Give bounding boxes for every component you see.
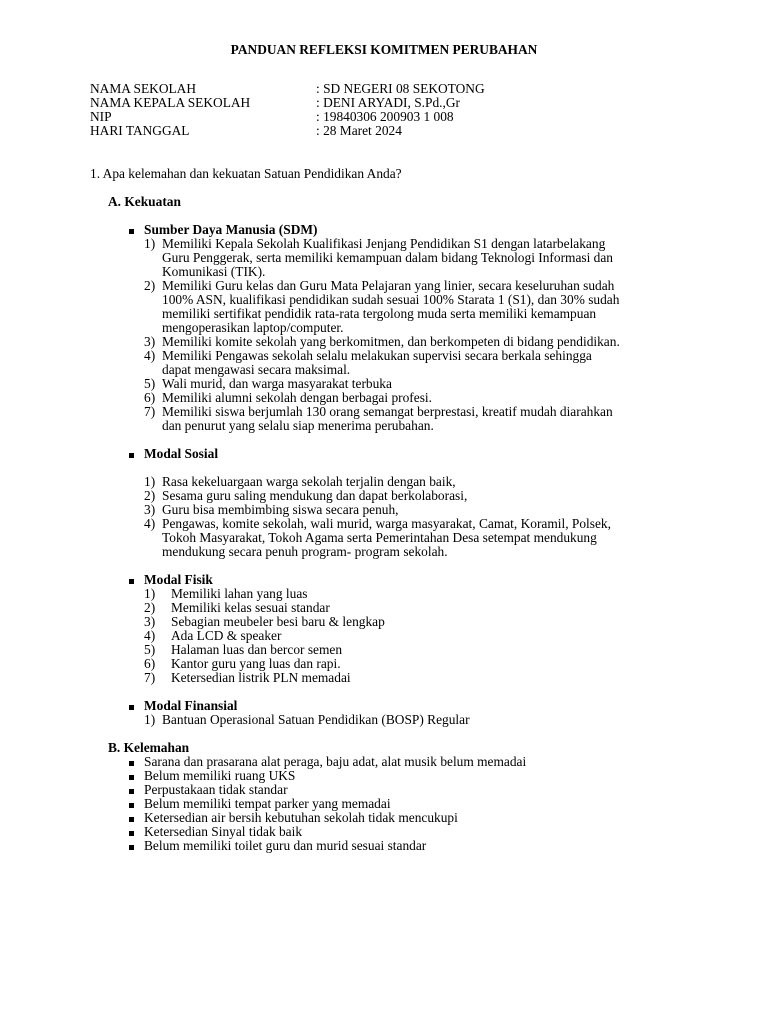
square-bullet-icon [129, 453, 134, 458]
info-label-principal: NAMA KEPALA SEKOLAH [90, 95, 251, 110]
square-bullet-icon [129, 789, 134, 794]
list-item-line: Tokoh Masyarakat, Tokoh Agama serta Pemerintahan Desa setempat mendukung [162, 530, 597, 545]
square-bullet-icon [129, 229, 134, 234]
list-item-line: Guru Penggerak, serta memiliki kemampuan dalam bidang Teknologi Informasi dan [162, 250, 614, 265]
list-item-line: Komunikasi (TIK). [162, 264, 266, 279]
list-item-line: Sebagian meubeler besi baru & lengkap [171, 614, 385, 629]
info-label-date: HARI TANGGAL [90, 123, 190, 138]
list-number: 4) [144, 628, 156, 643]
list-item-line: Pengawas, komite sekolah, wali murid, warga masyarakat, Camat, Koramil, Polsek, [162, 516, 611, 531]
weakness-item: Belum memiliki toilet guru dan murid sesuai standar [144, 838, 427, 853]
info-label-school: NAMA SEKOLAH [90, 81, 197, 96]
list-item-line: Guru bisa membimbing siswa secara penuh, [162, 502, 399, 517]
list-number: 1) [144, 712, 156, 727]
list-item-line: mendukung secara penuh program- program sekolah. [162, 544, 448, 559]
list-number: 3) [144, 334, 156, 349]
info-value-principal: : DENI ARYADI, S.Pd.,Gr [316, 95, 460, 110]
list-number: 5) [144, 642, 156, 657]
list-item-line: dan penurut yang selalu siap menerima perubahan. [162, 418, 434, 433]
list-number: 2) [144, 488, 156, 503]
list-item-line: Halaman luas dan bercor semen [171, 642, 343, 657]
info-value-school: : SD NEGERI 08 SEKOTONG [316, 81, 485, 96]
list-number: 7) [144, 404, 156, 419]
list-item-line: Memiliki alumni sekolah dengan berbagai profesi. [162, 390, 432, 405]
info-label-nip: NIP [90, 109, 112, 124]
list-item-line: 100% ASN, kualifikasi pendidikan sudah sesuai 100% Starata 1 (S1), dan 30% sudah [162, 292, 620, 307]
square-bullet-icon [129, 761, 134, 766]
list-item-line: Wali murid, dan warga masyarakat terbuka [162, 376, 392, 391]
square-bullet-icon [129, 775, 134, 780]
list-number: 3) [144, 502, 156, 517]
list-item-line: Memiliki komite sekolah yang berkomitmen, dan berkompeten di bidang pendidikan. [162, 334, 620, 349]
list-item-line: Memiliki Pengawas sekolah selalu melakukan supervisi secara berkala sehingga [162, 348, 592, 363]
weakness-item: Sarana dan prasarana alat peraga, baju adat, alat musik belum memadai [144, 754, 527, 769]
list-item-line: Memiliki Kepala Sekolah Kualifikasi Jenjang Pendidikan S1 dengan latarbelakang [162, 236, 606, 251]
weakness-item: Belum memiliki tempat parker yang memadai [144, 796, 391, 811]
square-bullet-icon [129, 831, 134, 836]
weakness-item: Ketersedian Sinyal tidak baik [144, 824, 303, 839]
document-title: PANDUAN REFLEKSI KOMITMEN PERUBAHAN [230, 42, 538, 57]
list-number: 1) [144, 586, 156, 601]
square-bullet-icon [129, 845, 134, 850]
weakness-item: Belum memiliki ruang UKS [144, 768, 296, 783]
square-bullet-icon [129, 579, 134, 584]
list-number: 2) [144, 278, 156, 293]
list-number: 4) [144, 348, 156, 363]
list-item-line: Bantuan Operasional Satuan Pendidikan (BOSP) Regular [162, 712, 470, 727]
list-number: 1) [144, 236, 156, 251]
subheading-sdm: Sumber Daya Manusia (SDM) [144, 222, 318, 237]
list-number: 1) [144, 474, 156, 489]
section-heading-kekuatan: A. Kekuatan [108, 194, 181, 209]
list-number: 7) [144, 670, 156, 685]
list-item-line: mengoperasikan laptop/computer. [162, 320, 344, 335]
list-item-line: Sesama guru saling mendukung dan dapat berkolaborasi, [162, 488, 468, 503]
info-value-date: : 28 Maret 2024 [316, 123, 402, 138]
list-number: 6) [144, 390, 156, 405]
list-item-line: Memiliki Guru kelas dan Guru Mata Pelajaran yang linier, secara keseluruhan sudah [162, 278, 615, 293]
list-item-line: Ada LCD & speaker [171, 628, 282, 643]
subheading-modal-fisik: Modal Fisik [144, 572, 213, 587]
question-text: 1. Apa kelemahan dan kekuatan Satuan Pendidikan Anda? [90, 166, 402, 181]
list-item-line: Rasa kekeluargaan warga sekolah terjalin dengan baik, [162, 474, 456, 489]
list-number: 3) [144, 614, 156, 629]
list-number: 4) [144, 516, 156, 531]
list-item-line: dapat mengawasi secara maksimal. [162, 362, 351, 377]
info-value-nip: : 19840306 200903 1 008 [316, 109, 454, 124]
list-number: 6) [144, 656, 156, 671]
list-number: 2) [144, 600, 156, 615]
list-item-line: memiliki sertifikat pendidik rata-rata tergolong muda serta memiliki kemampuan [162, 306, 597, 321]
square-bullet-icon [129, 817, 134, 822]
weakness-item: Ketersedian air bersih kebutuhan sekolah tidak mencukupi [144, 810, 458, 825]
square-bullet-icon [129, 705, 134, 710]
list-item-line: Memiliki lahan yang luas [171, 586, 308, 601]
list-item-line: Memiliki kelas sesuai standar [171, 600, 330, 615]
subheading-modal-sosial: Modal Sosial [144, 446, 219, 461]
subheading-modal-finansial: Modal Finansial [144, 698, 238, 713]
list-number: 5) [144, 376, 156, 391]
section-heading-kelemahan: B. Kelemahan [108, 740, 190, 755]
weakness-item: Perpustakaan tidak standar [144, 782, 288, 797]
list-item-line: Memiliki siswa berjumlah 130 orang semangat berprestasi, kreatif mudah diarahkan [162, 404, 613, 419]
list-item-line: Ketersedian listrik PLN memadai [171, 670, 351, 685]
square-bullet-icon [129, 803, 134, 808]
list-item-line: Kantor guru yang luas dan rapi. [171, 656, 341, 671]
